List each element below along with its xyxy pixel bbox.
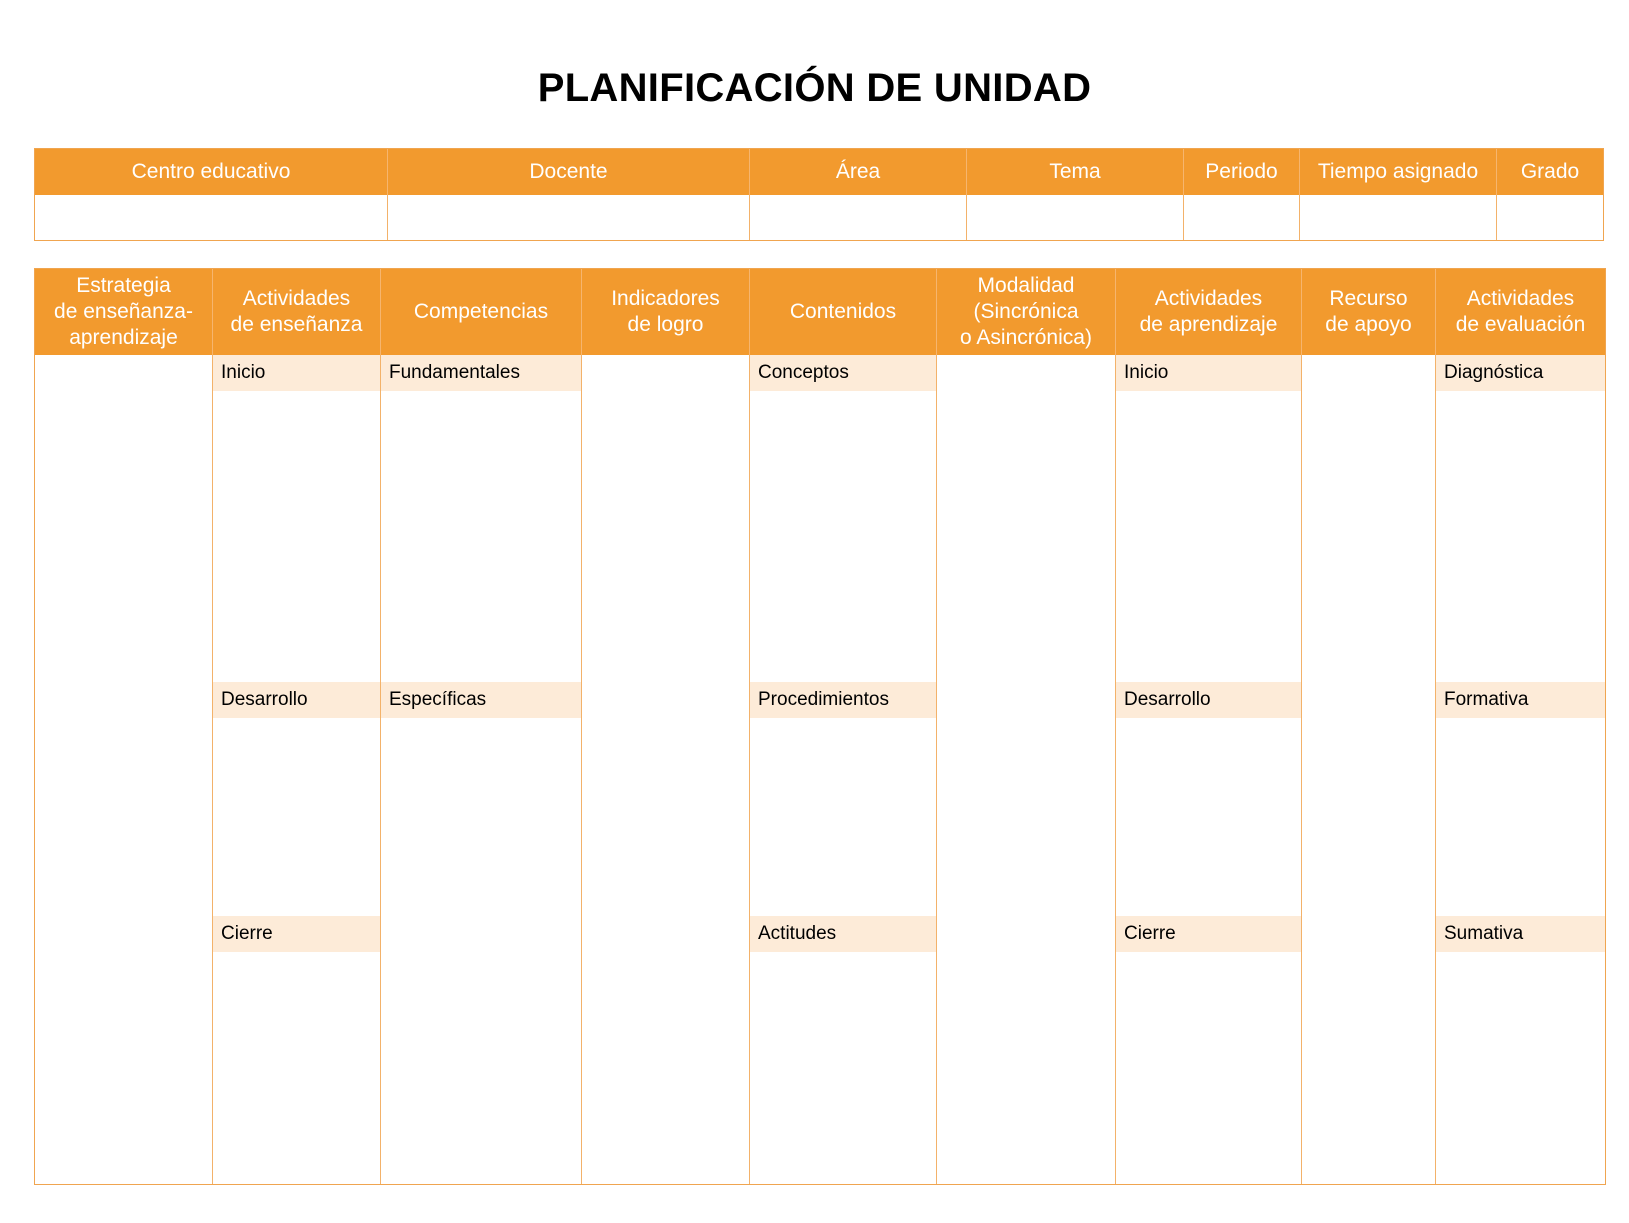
col-competencias[interactable]	[380, 269, 581, 1184]
sub-ensenanza-desarrollo: Desarrollo	[213, 682, 380, 718]
header-indicadores-logro: Indicadores de logro	[581, 269, 749, 355]
sub-aprendizaje-cierre: Cierre	[1116, 916, 1301, 952]
info-header-tiempo-asignado: Tiempo asignado	[1299, 149, 1496, 195]
info-header-periodo: Periodo	[1183, 149, 1299, 195]
info-header-tema: Tema	[966, 149, 1183, 195]
info-field-area[interactable]	[750, 195, 966, 240]
header-estrategia: Estrategia de enseñanza- aprendizaje	[35, 269, 212, 355]
sub-contenidos-procedimientos: Procedimientos	[750, 682, 936, 718]
header-recurso-apoyo: Recurso de apoyo	[1301, 269, 1435, 355]
info-col-tiempo-asignado	[1299, 149, 1496, 240]
header-actividades-aprendizaje: Actividades de aprendizaje	[1115, 269, 1301, 355]
sub-aprendizaje-desarrollo: Desarrollo	[1116, 682, 1301, 718]
header-modalidad: Modalidad (Sincrónica o Asincrónica)	[936, 269, 1115, 355]
info-field-periodo[interactable]	[1184, 195, 1299, 240]
info-field-docente[interactable]	[388, 195, 749, 240]
header-competencias: Competencias	[380, 269, 581, 355]
info-col-grado	[1496, 149, 1603, 240]
col-actividades-aprendizaje[interactable]	[1115, 269, 1301, 1184]
info-field-tema[interactable]	[967, 195, 1183, 240]
sub-contenidos-actitudes: Actitudes	[750, 916, 936, 952]
info-header-docente: Docente	[387, 149, 749, 195]
info-header-centro-educativo: Centro educativo	[35, 149, 387, 195]
col-recurso-apoyo[interactable]	[1301, 269, 1435, 1184]
sub-evaluacion-formativa: Formativa	[1436, 682, 1605, 718]
col-indicadores-logro[interactable]	[581, 269, 749, 1184]
col-estrategia[interactable]	[35, 269, 212, 1184]
planning-table	[34, 268, 1606, 1185]
col-contenidos[interactable]	[749, 269, 936, 1184]
sub-contenidos-conceptos: Conceptos	[750, 355, 936, 391]
sub-evaluacion-diagnostica: Diagnóstica	[1436, 355, 1605, 391]
sub-aprendizaje-inicio: Inicio	[1116, 355, 1301, 391]
info-col-docente	[387, 149, 749, 240]
header-contenidos: Contenidos	[749, 269, 936, 355]
info-field-tiempo-asignado[interactable]	[1300, 195, 1496, 240]
sub-competencias-especificas: Específicas	[381, 682, 581, 718]
sub-ensenanza-cierre: Cierre	[213, 916, 380, 952]
col-actividades-ensenanza[interactable]	[212, 269, 380, 1184]
sub-ensenanza-inicio: Inicio	[213, 355, 380, 391]
header-actividades-ensenanza: Actividades de enseñanza	[212, 269, 380, 355]
info-table	[34, 148, 1604, 241]
page-title: PLANIFICACIÓN DE UNIDAD	[537, 66, 1092, 110]
info-header-grado: Grado	[1496, 149, 1603, 195]
sub-evaluacion-sumativa: Sumativa	[1436, 916, 1605, 952]
col-actividades-evaluacion[interactable]	[1435, 269, 1605, 1184]
info-col-area	[749, 149, 966, 240]
info-col-centro-educativo	[35, 149, 387, 240]
sub-competencias-fundamentales: Fundamentales	[381, 355, 581, 391]
header-actividades-evaluacion: Actividades de evaluación	[1435, 269, 1605, 355]
info-col-tema	[966, 149, 1183, 240]
info-header-area: Área	[749, 149, 966, 195]
info-field-grado[interactable]	[1497, 195, 1603, 240]
col-modalidad[interactable]	[936, 269, 1115, 1184]
info-col-periodo	[1183, 149, 1299, 240]
info-field-centro-educativo[interactable]	[35, 195, 387, 240]
